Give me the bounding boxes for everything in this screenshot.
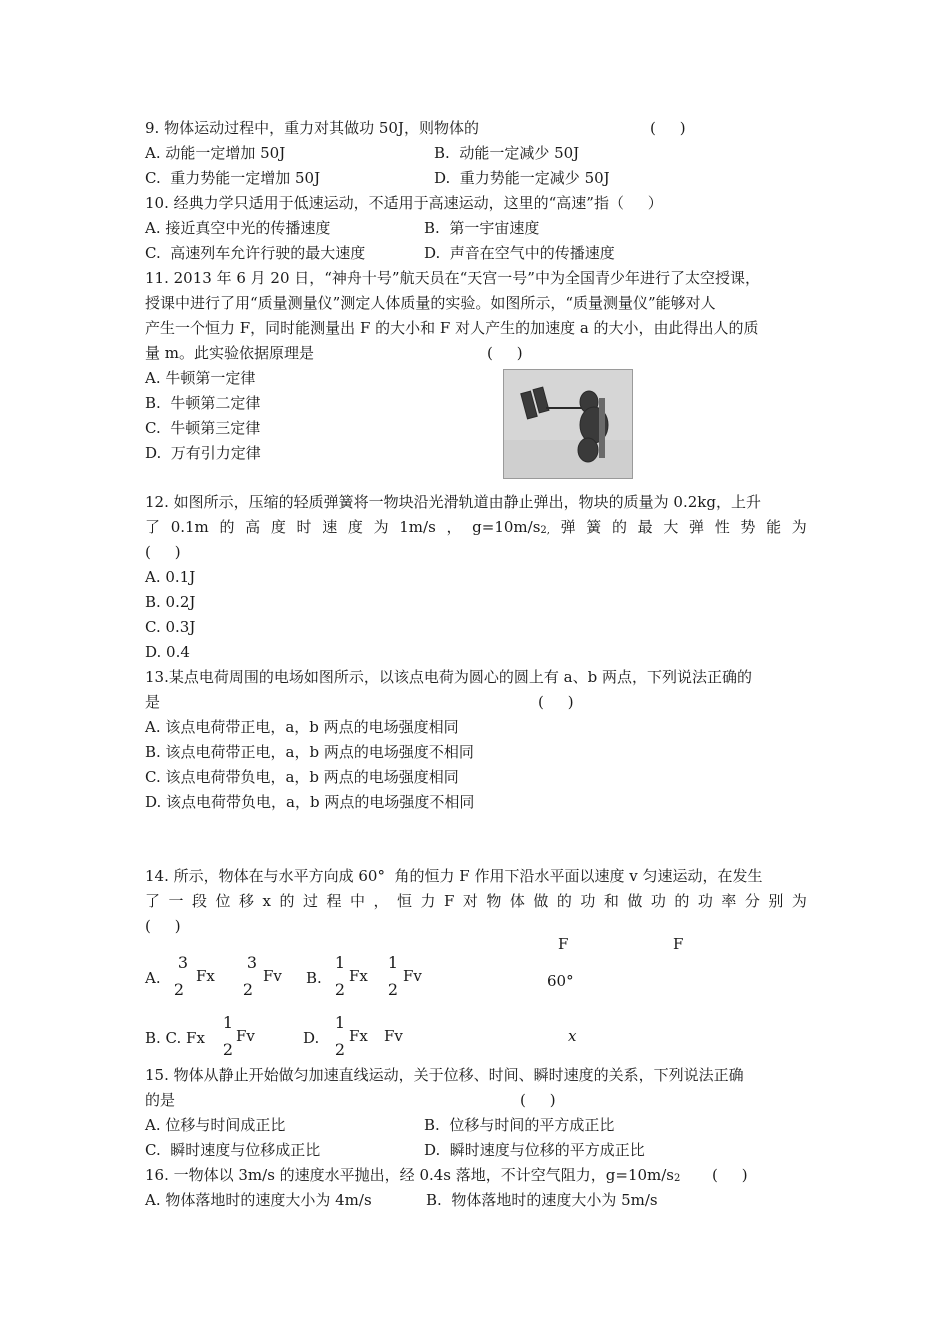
astronaut-photo-graphic — [504, 370, 632, 478]
q14-option-d-fx: Fx — [349, 1027, 368, 1045]
q14-line2-word: 位 — [215, 892, 231, 910]
q14-option-c-fv: Fv — [236, 1027, 255, 1045]
q16-stem — [145, 1165, 680, 1185]
q14-option-b-den1: 2 — [334, 980, 346, 999]
q11-stem-line2: 授课中进行了用“质量测量仪”测定人体质量的实验。如图所示，“质量测量仪”能够对人 — [145, 294, 716, 312]
q14-line2-word: 功 — [697, 892, 713, 910]
q14-line2-word: 分 — [744, 892, 760, 910]
q9-option-d: D. 重力势能一定减少 50J — [434, 169, 610, 187]
q14-figure-force-label-1: F — [558, 935, 569, 953]
q12-line2-word: 大 — [663, 518, 679, 536]
q14-option-a-num1: 3 — [177, 953, 189, 972]
q12-line2-word: 能 — [766, 518, 782, 536]
q14-line2-word: F — [443, 892, 455, 910]
q14-line2-word: 力 — [420, 892, 436, 910]
q14-option-b-num2: 1 — [387, 953, 399, 972]
q14-option-d-num: 1 — [334, 1013, 346, 1032]
q14-option-a-fx: Fx — [196, 967, 215, 985]
q14-option-d-fv: Fv — [384, 1027, 403, 1045]
q10-stem: 10. 经典力学只适用于低速运动，不适用于高速运动，这里的“高速”指（ ） — [145, 194, 663, 212]
q10-option-a: A. 接近真空中光的传播速度 — [145, 219, 331, 237]
q12-stem-line1: 12. 如图所示，压缩的轻质弹簧将一物块沿光滑轨道由静止弹出，物块的质量为 0.2kg，上升 — [145, 493, 761, 511]
q14-line2-word: 别 — [768, 892, 784, 910]
q14-line2-word: 做 — [627, 892, 643, 910]
q11-option-d: D. 万有引力定律 — [145, 444, 261, 462]
q9-option-c: C. 重力势能一定增加 50J — [145, 169, 321, 187]
q13-stem-line1: 13.某点电荷周围的电场如图所示，以该点电荷为圆心的圆上有 a、b 两点，下列说法正确的 — [145, 668, 752, 686]
q12-answer-bracket: ( ) — [145, 543, 181, 561]
q9-answer-bracket: ( ) — [650, 119, 686, 137]
q12-option-c: C. 0.3J — [145, 618, 196, 636]
q14-line2-word: x — [262, 892, 271, 910]
q12-line2-word: ， — [446, 518, 462, 536]
q12-line2-word: 速 — [322, 518, 338, 536]
q14-option-b-label: B. — [306, 969, 322, 987]
q15-option-c: C. 瞬时速度与位移成正比 — [145, 1141, 321, 1159]
q14-line2-word: 中 — [349, 892, 365, 910]
q12-line2-word: $g=10m/s_{2,}$ — [472, 518, 550, 536]
q15-option-a: A. 位移与时间成正比 — [145, 1116, 286, 1134]
q14-line2-word: 程 — [326, 892, 342, 910]
q14-figure-force-label-2: F — [673, 935, 684, 953]
q16-option-b: B. 物体落地时的速度大小为 5m/s — [426, 1191, 658, 1209]
q12-line2-word: 时 — [296, 518, 312, 536]
q14-line2-word: 和 — [603, 892, 619, 910]
q10-option-d: D. 声音在空气中的传播速度 — [424, 244, 615, 262]
q14-line2-word: 的 — [674, 892, 690, 910]
q9-option-b: B. 动能一定减少 50J — [434, 144, 580, 162]
q13-option-c: C. 该点电荷带负电，a，b 两点的电场强度相同 — [145, 768, 459, 786]
q14-line2-word: 段 — [192, 892, 208, 910]
q14-line2-word: 的 — [556, 892, 572, 910]
q14-line2-word: 率 — [721, 892, 737, 910]
q14-line2-word: 做 — [533, 892, 549, 910]
q13-answer-bracket: ( ) — [538, 693, 574, 711]
q13-option-d: D. 该点电荷带负电，a，b 两点的电场强度不相同 — [145, 793, 475, 811]
q12-line2-word: 最 — [637, 518, 653, 536]
q14-option-b-num1: 1 — [334, 953, 346, 972]
q13-option-a: A. 该点电荷带正电，a，b 两点的电场强度相同 — [145, 718, 459, 736]
q14-line2-word: 过 — [302, 892, 318, 910]
q14-line2-word: 了 — [145, 892, 161, 910]
q14-option-b-fv: Fv — [403, 967, 422, 985]
q14-option-a-label: A. — [145, 969, 161, 987]
q12-line2-word: 0.1m — [170, 518, 209, 536]
q14-line2-word: 功 — [580, 892, 596, 910]
q15-option-b: B. 位移与时间的平方成正比 — [424, 1116, 615, 1134]
q12-line2-word: 了 — [145, 518, 161, 536]
q12-line2-word: 为 — [791, 518, 807, 536]
q12-line2-word: 弹 — [560, 518, 576, 536]
q16-option-a: A. 物体落地时的速度大小为 4m/s — [145, 1191, 372, 1209]
q14-line2-word: 物 — [486, 892, 502, 910]
q15-stem-line2: 的是 — [145, 1091, 176, 1109]
q12-line2-superscript: 2, — [540, 525, 550, 536]
q11-answer-bracket: ( ) — [487, 344, 523, 362]
q12-line2-word: 度 — [270, 518, 286, 536]
q14-option-c-label: B. C. Fx — [145, 1029, 205, 1047]
q15-stem-line1: 15. 物体从静止开始做匀加速直线运动，关于位移、时间、瞬时速度的关系，下列说法正确 — [145, 1066, 744, 1084]
q14-option-a-fv: Fv — [263, 967, 282, 985]
q14-option-a-den2: 2 — [242, 980, 254, 999]
q11-stem-line1: 11. 2013 年 6 月 20 日，“神舟十号”航天员在“天宫一号”中为全国青少年进行了太空授课， — [145, 269, 760, 287]
q11-stem-line3: 产生一个恒力 F，同时能测量出 F 的大小和 F 对人产生的加速度 a 的大小，由此得出人的质 — [145, 319, 759, 337]
q12-line2-word: 的 — [611, 518, 627, 536]
q14-line2-word: 对 — [462, 892, 478, 910]
q14-line2-word: 恒 — [396, 892, 412, 910]
q12-line2-word: 势 — [740, 518, 756, 536]
q14-line2-word: 移 — [239, 892, 255, 910]
q13-option-b: B. 该点电荷带正电，a，b 两点的电场强度不相同 — [145, 743, 474, 761]
q14-stem-line1: 14. 所示，物体在与水平方向成 60° 角的恒力 F 作用下沿水平面以速度 v 匀速运动，在发生 — [145, 867, 763, 885]
q12-line2-word: 度 — [347, 518, 363, 536]
q12-line2-word: 簧 — [586, 518, 602, 536]
q10-option-b: B. 第一宇宙速度 — [424, 219, 540, 237]
q14-figure-angle-label: 60° — [547, 972, 574, 990]
q15-option-d: D. 瞬时速度与位移的平方成正比 — [424, 1141, 645, 1159]
q13-stem-line2: 是 — [145, 693, 161, 711]
q16-answer-bracket: ( ) — [712, 1166, 748, 1184]
q14-stem-line2 — [145, 891, 807, 911]
q12-stem-line2 — [145, 517, 807, 537]
q11-option-b: B. 牛顿第二定律 — [145, 394, 261, 412]
q12-line2-word: 1m/s — [399, 518, 436, 536]
q12-line2-word: 性 — [714, 518, 730, 536]
q12-line2-word: 为 — [373, 518, 389, 536]
q11-stem-line4: 量 m。此实验依据原理是 — [145, 344, 314, 362]
q11-option-c: C. 牛顿第三定律 — [145, 419, 261, 437]
q12-line2-word: 的 — [219, 518, 235, 536]
q14-line2-word: 一 — [168, 892, 184, 910]
q14-line2-word: ， — [373, 892, 389, 910]
q15-answer-bracket: ( ) — [520, 1091, 556, 1109]
q14-line2-word: 体 — [509, 892, 525, 910]
q11-option-a: A. 牛顿第一定律 — [145, 369, 256, 387]
astronaut-mass-measurement-photo — [503, 369, 633, 479]
q12-option-b: B. 0.2J — [145, 593, 196, 611]
q14-option-b-den2: 2 — [387, 980, 399, 999]
q14-figure-displacement-label: x — [568, 1027, 577, 1045]
q12-option-a: A. 0.1J — [145, 568, 196, 586]
q12-line2-word: 弹 — [689, 518, 705, 536]
q16-stem-superscript: 2 — [674, 1173, 681, 1184]
q14-line2-word: 的 — [279, 892, 295, 910]
q14-line2-word: 为 — [791, 892, 807, 910]
q14-option-b-fx: Fx — [349, 967, 368, 985]
q16-stem-text: 16. 一物体以 3m/s 的速度水平抛出，经 0.4s 落地，不计空气阻力，g=10m/s — [145, 1166, 675, 1184]
q14-line2-word: 功 — [650, 892, 666, 910]
q14-answer-bracket: ( ) — [145, 917, 181, 935]
q14-option-c-den: 2 — [222, 1040, 234, 1059]
q14-option-d-label: D. — [303, 1029, 320, 1047]
q14-option-c-num: 1 — [222, 1013, 234, 1032]
q12-option-d: D. 0.4 — [145, 643, 190, 661]
q10-option-c: C. 高速列车允许行驶的最大速度 — [145, 244, 366, 262]
q9-stem: 9. 物体运动过程中，重力对其做功 50J，则物体的 — [145, 119, 479, 137]
q12-line2-word: 高 — [245, 518, 261, 536]
q14-option-a-den1: 2 — [173, 980, 185, 999]
q14-option-d-den: 2 — [334, 1040, 346, 1059]
q9-option-a: A. 动能一定增加 50J — [145, 144, 286, 162]
q14-option-a-num2: 3 — [246, 953, 258, 972]
